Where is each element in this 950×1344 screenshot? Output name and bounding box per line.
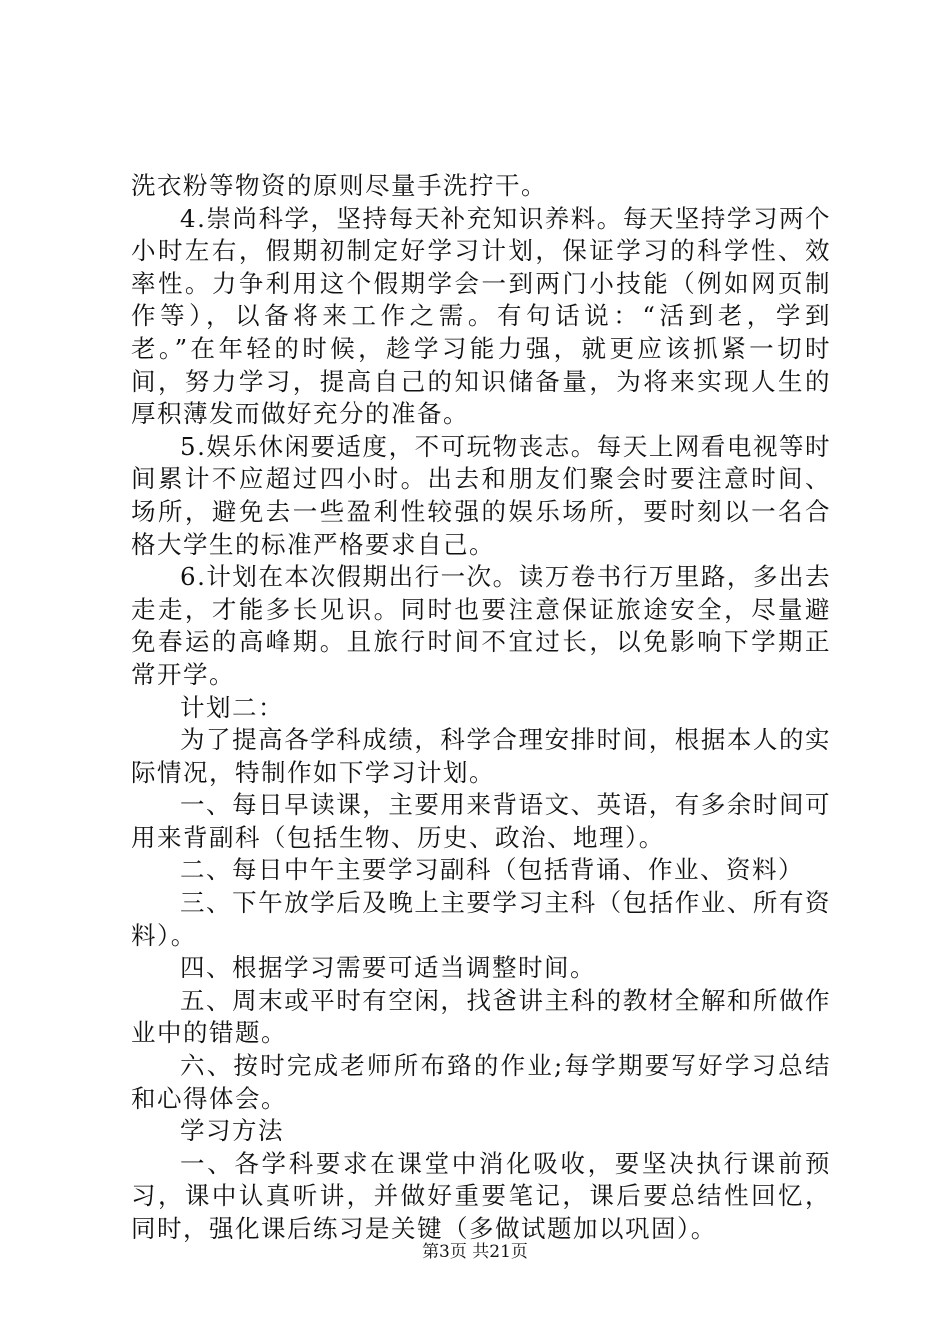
paragraph: 4.崇尚科学，坚持每天补充知识养料。每天坚持学习两个小时左右，假期初制定好学习计划，保证学习的科学性、效率性。力争利用这个假期学会一到两门小技能（例如网页制作等），以备将来工作之需。有句话说：“活到老，学到老。”在年轻的时候，趁学习能力强，就更应该抓紧一切时间，努力学习，提高自己的知识储备量，为将来实现人生的厚积薄发而做好充分的准备。	[131, 203, 831, 429]
paragraph: 为了提高各学科成绩，科学合理安排时间，根据本人的实际情况，特制作如下学习计划。	[131, 725, 831, 787]
list-item: 一、各学科要求在课堂中消化吸收，要坚决执行课前预习，课中认真听讲，并做好重要笔记，课后要总结性回忆，同时，强化课后练习是关键（多做试题加以巩固）。	[131, 1148, 831, 1243]
section-heading: 计划二：	[180, 692, 284, 722]
paragraph: 洗衣粉等物资的原则尽量手洗拧干。	[131, 171, 547, 200]
list-item: 六、按时完成老师所布臵的作业;每学期要写好学习总结和心得体会。	[131, 1051, 831, 1113]
list-item: 二、每日中午主要学习副科（包括背诵、作业、资料）	[180, 855, 804, 885]
paragraph: 6.计划在本次假期出行一次。读万卷书行万里路，多出去走走，才能多长见识。同时也要注意保证旅途安全，尽量避免春运的高峰期。且旅行时间不宜过长，以免影响下学期正常开学。	[131, 562, 831, 689]
list-item: 三、下午放学后及晚上主要学习主科（包括作业、所有资料）。	[131, 888, 831, 950]
list-item: 五、周末或平时有空闲，找爸讲主科的教材全解和所做作业中的错题。	[131, 985, 831, 1048]
list-item: 一、每日早读课，主要用来背语文、英语，有多余时间可用来背副科（包括生物、历史、政治、地理）。	[131, 790, 831, 852]
section-heading: 学习方法	[180, 1116, 284, 1146]
list-item: 四、根据学习需要可适当调整时间。	[180, 953, 596, 983]
page-number: 第3页 共21页	[422, 1242, 528, 1262]
paragraph: 5.娱乐休闲要适度，不可玩物丧志。每天上网看电视等时间累计不应超过四小时。出去和朋友们聚会时要注意时间、场所，避免去一些盈利性较强的娱乐场所，要时刻以一名合格大学生的标准严格要求自己。	[131, 431, 831, 559]
document-body	[131, 170, 831, 1246]
